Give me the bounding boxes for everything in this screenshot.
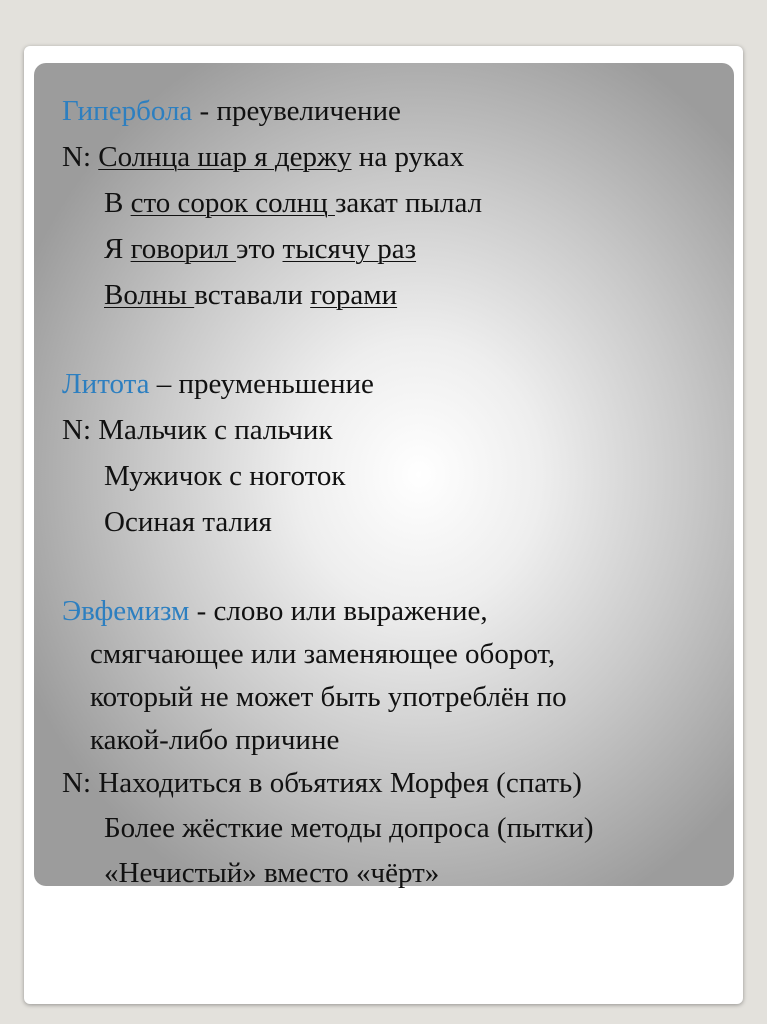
litotes-term: Литота bbox=[62, 368, 150, 400]
hyperbole-example-4 bbox=[104, 278, 397, 312]
example-text: на руках bbox=[351, 141, 465, 173]
example-prefix: N: bbox=[62, 141, 99, 173]
example-text: Мальчик с пальчик bbox=[98, 414, 333, 446]
underlined-phrase: Волны bbox=[104, 279, 195, 311]
example-text: Я bbox=[104, 233, 131, 265]
underlined-phrase: говорил bbox=[130, 233, 237, 265]
underlined-phrase: горами bbox=[310, 279, 398, 311]
content-panel bbox=[34, 63, 734, 889]
underlined-phrase: Солнца шар я держу bbox=[98, 141, 352, 173]
euphemism-definition-line-3: который не может быть употреблён по bbox=[90, 681, 567, 713]
euphemism-definition-line-4: какой-либо причине bbox=[90, 724, 340, 756]
litotes-example-2: Мужичок с ноготок bbox=[104, 460, 346, 492]
euphemism-term: Эвфемизм bbox=[62, 595, 190, 627]
euphemism-example-1 bbox=[62, 766, 582, 800]
hyperbole-heading bbox=[62, 94, 401, 128]
euphemism-example-3: «Нечистый» вместо «чёрт» bbox=[104, 857, 440, 889]
example-text: Находиться в объятиях Морфея (спать) bbox=[98, 767, 582, 799]
example-prefix: N: bbox=[62, 414, 99, 446]
litotes-example-3: Осиная талия bbox=[104, 506, 272, 538]
litotes-definition: – преуменьшение bbox=[149, 368, 374, 400]
example-text: закат пылал bbox=[334, 187, 483, 219]
hyperbole-definition: - преувеличение bbox=[192, 95, 401, 127]
hyperbole-example-1 bbox=[62, 140, 464, 174]
hyperbole-example-2 bbox=[104, 186, 482, 220]
hyperbole-term: Гипербола bbox=[62, 95, 193, 127]
example-prefix: N: bbox=[62, 767, 99, 799]
underlined-phrase: сто сорок солнц bbox=[130, 187, 335, 219]
example-text: В bbox=[104, 187, 131, 219]
euphemism-heading bbox=[62, 594, 488, 628]
example-text: вставали bbox=[194, 279, 311, 311]
euphemism-example-2: Более жёсткие методы допроса (пытки) bbox=[104, 812, 594, 844]
litotes-example-1 bbox=[62, 413, 333, 447]
example-text: это bbox=[236, 233, 283, 265]
litotes-heading bbox=[62, 367, 374, 401]
euphemism-definition-line-2: смягчающее или заменяющее оборот, bbox=[90, 638, 556, 670]
underlined-phrase: тысячу раз bbox=[282, 233, 417, 265]
hyperbole-example-3 bbox=[104, 232, 416, 266]
euphemism-definition: - слово или выражение, bbox=[189, 595, 488, 627]
